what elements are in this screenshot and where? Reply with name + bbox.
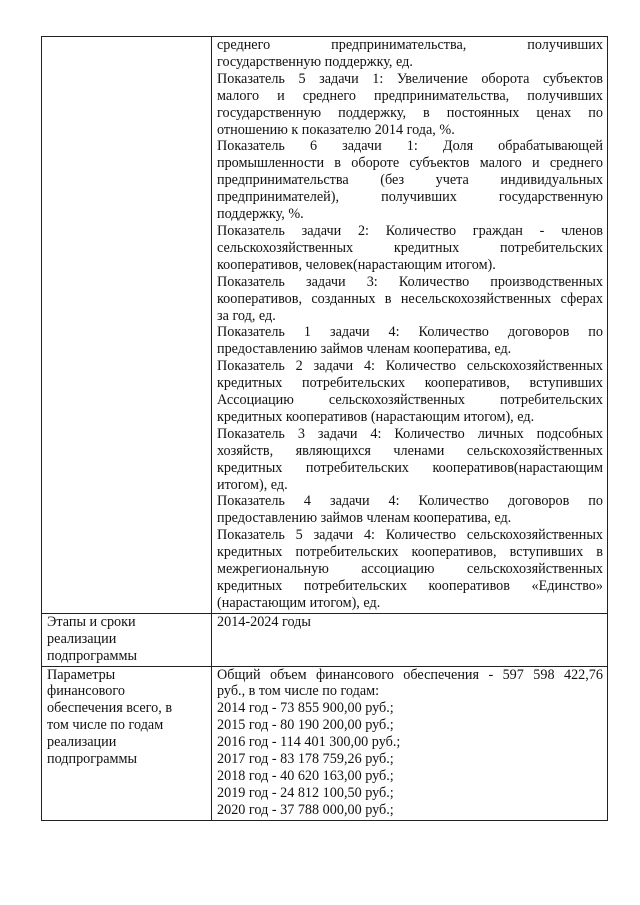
text-line: предпринимателей), получивших государственную <box>217 189 603 206</box>
row-label-cell <box>42 666 212 820</box>
text-line: итогом), ед. <box>217 476 288 493</box>
paragraph <box>217 71 603 139</box>
text-line: 2020 год - 37 788 000,00 руб.; <box>217 801 394 818</box>
paragraph <box>217 667 603 701</box>
text-line: за год, ед. <box>217 307 276 324</box>
row-value-cell <box>212 613 608 666</box>
label-line: подпрограммы <box>47 647 137 664</box>
label-line: финансового <box>47 683 125 700</box>
text-line: 2014 год - 73 855 900,00 руб.; <box>217 700 394 717</box>
paragraph <box>217 223 603 274</box>
text-line: предоставлению займов членам кооператива, ед. <box>217 510 512 527</box>
text-line: кредитных потребительских кооперативов(нарастающим <box>217 459 603 476</box>
indicators-list <box>217 37 603 612</box>
paragraph <box>217 614 603 631</box>
table-row <box>42 37 608 614</box>
text-line: Общий объем финансового обеспечения - 597 598 422,76 <box>217 666 603 683</box>
text-line: Показатель 5 задачи 4: Количество сельскохозяйственных <box>217 527 603 544</box>
text-line: 2016 год - 114 401 300,00 руб.; <box>217 734 401 751</box>
paragraph <box>217 358 603 426</box>
financing-value <box>217 667 603 819</box>
text-line: кредитных потребительских кооперативов, вступивших <box>217 375 603 392</box>
table-row <box>42 666 608 820</box>
label-line: реализации <box>47 630 117 647</box>
text-line: межрегиональную ассоциацию сельскохозяйственных <box>217 561 603 578</box>
text-line: Показатель задачи 2: Количество граждан - членов <box>217 222 603 239</box>
text-line: отношению к показателю 2014 года, %. <box>217 121 455 138</box>
paragraph <box>217 768 603 785</box>
text-line: малого и среднего предпринимательства, получивших <box>217 87 603 104</box>
text-line: (нарастающим итогом), ед. <box>217 594 381 611</box>
paragraph <box>217 734 603 751</box>
text-line: государственную поддержку, ед. <box>217 53 413 70</box>
stages-value <box>217 614 603 631</box>
text-line: Показатель 3 задачи 4: Количество личных подсобных <box>217 425 603 442</box>
paragraph <box>217 324 603 358</box>
text-line: хозяйств, являющихся членами сельскохозяйственных <box>217 442 603 459</box>
text-line: Показатель 5 задачи 1: Увеличение оборота субъектов <box>217 70 603 87</box>
paragraph <box>217 751 603 768</box>
text-line: промышленности в обороте субъектов малого и среднего <box>217 155 603 172</box>
text-line: Показатель 6 задачи 1: Доля обрабатывающей <box>217 138 603 155</box>
text-line: Показатель 1 задачи 4: Количество договоров по <box>217 324 603 341</box>
label-line: Этапы и сроки <box>47 613 136 630</box>
text-line: 2017 год - 83 178 759,26 руб.; <box>217 751 394 768</box>
paragraph <box>217 802 603 819</box>
stages-label <box>47 614 207 665</box>
text-line: кооперативов, созданных в несельскохозяйственных сферах <box>217 290 603 307</box>
subprogram-passport-table <box>41 36 608 821</box>
paragraph <box>217 717 603 734</box>
paragraph <box>217 785 603 802</box>
paragraph <box>217 274 603 325</box>
text-line: предоставлению займов членам кооператива, ед. <box>217 341 512 358</box>
text-line: Ассоциацию сельскохозяйственных потребительских <box>217 392 603 409</box>
text-line: 2014-2024 годы <box>217 613 311 630</box>
text-line: Показатель 4 задачи 4: Количество договоров по <box>217 493 603 510</box>
text-line: 2015 год - 80 190 200,00 руб.; <box>217 717 394 734</box>
row-label-cell <box>42 37 212 614</box>
label-line: реализации <box>47 734 117 751</box>
text-line: поддержку, %. <box>217 206 304 223</box>
text-line: кредитных потребительских кооперативов, вступивших в <box>217 544 603 561</box>
paragraph <box>217 138 603 223</box>
text-line: государственную поддержку, в постоянных ценах по <box>217 104 603 121</box>
paragraph <box>217 527 603 612</box>
paragraph <box>217 37 603 71</box>
label-line: обеспечения всего, в <box>47 700 173 717</box>
text-line: руб., в том числе по годам: <box>217 683 380 700</box>
label-line: Параметры <box>47 666 116 683</box>
text-line: кредитных кооперативов (нарастающим итогом), ед. <box>217 408 535 425</box>
row-value-cell <box>212 666 608 820</box>
row-value-cell <box>212 37 608 614</box>
text-line: кредитных потребительских кооперативов «Единство» <box>217 578 603 594</box>
text-line: среднего предпринимательства, получивших <box>217 37 603 53</box>
label-line: том числе по годам <box>47 717 164 734</box>
paragraph <box>217 426 603 494</box>
text-line: Показатель задачи 3: Количество производственных <box>217 273 603 290</box>
text-line: Показатель 2 задачи 4: Количество сельскохозяйственных <box>217 358 603 375</box>
paragraph <box>217 700 603 717</box>
text-line: кооперативов, человек(нарастающим итогом). <box>217 256 496 273</box>
text-line: 2019 год - 24 812 100,50 руб.; <box>217 784 394 801</box>
financing-label <box>47 667 207 768</box>
row-label-cell <box>42 613 212 666</box>
text-line: 2018 год - 40 620 163,00 руб.; <box>217 767 394 784</box>
paragraph <box>217 493 603 527</box>
text-line: предпринимательства (без учета индивидуальных <box>217 172 603 189</box>
table-row <box>42 613 608 666</box>
text-line: сельскохозяйственных кредитных потребительских <box>217 239 603 256</box>
label-line: подпрограммы <box>47 751 137 768</box>
